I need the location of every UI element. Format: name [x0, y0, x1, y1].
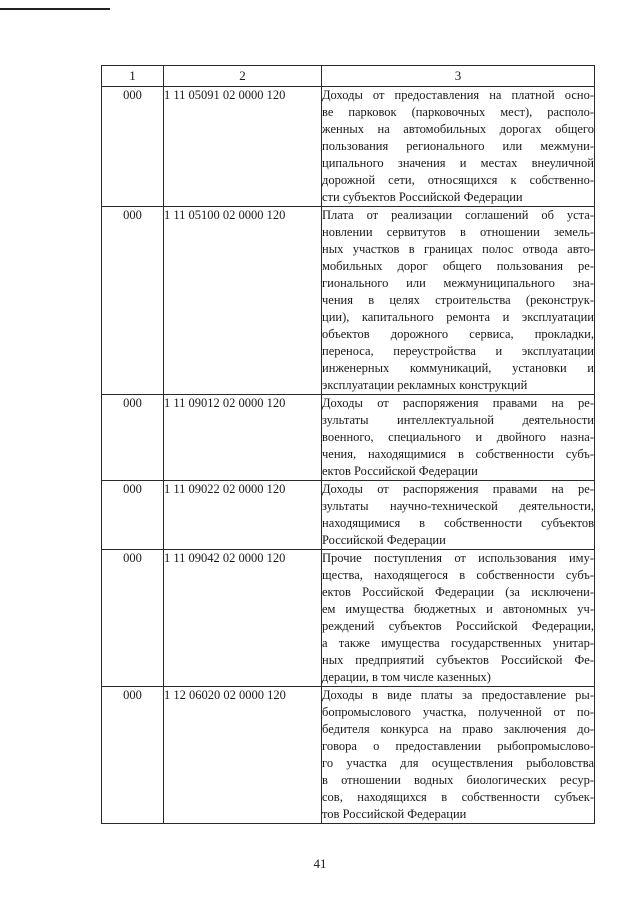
- header-rule: [0, 8, 110, 10]
- description-cell: [322, 687, 595, 824]
- revenue-code-cell: 1 11 09042 02 0000 120: [164, 550, 322, 687]
- description-line: ных участков в границах полос отвода авто-: [322, 242, 594, 256]
- description-line: ципального значения и местах внеуличной: [322, 156, 594, 170]
- admin-code-cell: 000: [102, 687, 164, 824]
- description-line: ем имущества бюджетных и автономных уч-: [322, 602, 594, 616]
- description-line: Российской Федерации: [322, 533, 446, 547]
- page-number: 41: [313, 856, 327, 871]
- description-line: щества, находящегося в собственности субъ-: [322, 568, 594, 582]
- description-line: пользования регионального или межмуни-: [322, 139, 594, 153]
- description-line: дерации, в том числе казенных): [322, 670, 491, 684]
- description-cell: [322, 395, 595, 481]
- table-row: [102, 550, 595, 687]
- description-line: переноса, переустройства и эксплуатации: [322, 344, 594, 358]
- description-line: ции), капитального ремонта и эксплуатации: [322, 310, 594, 324]
- description-line: чения, находящимися в собственности субъ-: [322, 447, 594, 461]
- description-line: объектов дорожного сервиса, прокладки,: [322, 327, 594, 341]
- revenue-code-cell: 1 11 05100 02 0000 120: [164, 207, 322, 395]
- description-cell: [322, 481, 595, 550]
- description-cell: [322, 87, 595, 207]
- description-line: Доходы от предоставления на платной осно-: [322, 88, 594, 102]
- column-header-1: 1: [102, 66, 164, 87]
- description-line: чения в целях строительства (реконструк-: [322, 293, 594, 307]
- description-line: новлении сервитутов в отношении земель-: [322, 225, 594, 239]
- revenue-code-cell: 1 11 09012 02 0000 120: [164, 395, 322, 481]
- admin-code-cell: 000: [102, 481, 164, 550]
- revenue-code-cell: 1 12 06020 02 0000 120: [164, 687, 322, 824]
- description-line: а также имущества государственных унитар-: [322, 636, 594, 650]
- description-line: женных на автомобильных дорогах общего: [322, 122, 594, 136]
- description-line: в отношении водных биологических ресур-: [322, 773, 594, 787]
- description-line: ных предприятий субъектов Российской Фе-: [322, 653, 594, 667]
- description-line: Доходы от распоряжения правами на ре-: [322, 482, 594, 496]
- table-row: [102, 87, 595, 207]
- description-line: мобильных дорог общего пользования ре-: [322, 259, 594, 273]
- description-line: реждений субъектов Российской Федерации,: [322, 619, 594, 633]
- table-row: [102, 481, 595, 550]
- description-line: инженерных коммуникаций, установки и: [322, 361, 594, 375]
- description-line: находящимися в собственности субъектов: [322, 516, 594, 530]
- description-line: говора о предоставлении рыбопромыслово-: [322, 739, 594, 753]
- description-line: ектов Российской Федерации (за исключени-: [322, 585, 594, 599]
- revenue-code-cell: 1 11 09022 02 0000 120: [164, 481, 322, 550]
- description-line: бедителя конкурса на право заключения до-: [322, 722, 594, 736]
- description-line: зультаты интеллектуальной деятельности: [322, 413, 594, 427]
- description-cell: [322, 550, 595, 687]
- description-line: Плата от реализации соглашений об уста-: [322, 208, 594, 222]
- table-row: [102, 687, 595, 824]
- description-line: военного, специального и двойного назна-: [322, 430, 594, 444]
- admin-code-cell: 000: [102, 395, 164, 481]
- budget-codes-table: [101, 65, 595, 824]
- description-line: зультаты научно-технической деятельности,: [322, 499, 594, 513]
- table-row: [102, 395, 595, 481]
- description-line: сов, находящихся в собственности субъек-: [322, 790, 594, 804]
- description-cell: [322, 207, 595, 395]
- description-line: бопромыслового участка, полученной от по-: [322, 705, 594, 719]
- description-line: тов Российской Федерации: [322, 807, 467, 821]
- admin-code-cell: 000: [102, 550, 164, 687]
- table-row: [102, 207, 595, 395]
- admin-code-cell: 000: [102, 207, 164, 395]
- column-header-2: 2: [164, 66, 322, 87]
- revenue-code-cell: 1 11 05091 02 0000 120: [164, 87, 322, 207]
- description-line: гионального или межмуниципального зна-: [322, 276, 594, 290]
- description-line: Доходы от распоряжения правами на ре-: [322, 396, 594, 410]
- table-header-row: [102, 66, 595, 87]
- admin-code-cell: 000: [102, 87, 164, 207]
- description-line: эксплуатации рекламных конструкций: [322, 378, 528, 392]
- description-line: Доходы в виде платы за предоставление ры-: [322, 688, 594, 702]
- description-line: ектов Российской Федерации: [322, 464, 478, 478]
- description-line: дорожной сети, относящихся к собственно-: [322, 173, 594, 187]
- description-line: Прочие поступления от использования иму-: [322, 551, 594, 565]
- column-header-3: 3: [322, 66, 595, 87]
- description-line: сти субъектов Российской Федерации: [322, 190, 523, 204]
- description-line: го участка для осуществления рыболовства: [322, 756, 594, 770]
- description-line: ве парковок (парковочных мест), располо-: [322, 105, 594, 119]
